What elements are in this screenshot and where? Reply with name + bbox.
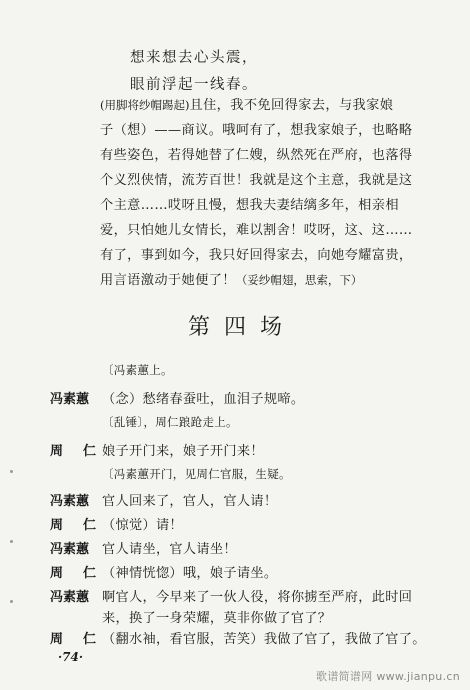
dialogue-line: 官人回来了，官人，官人请！ [102,494,278,509]
watermark: 歌谱简谱网 www.jianpu.cn [316,670,460,683]
dialogue-line-continued: 来，换了一身荣耀，莫非你做了官了？ [102,611,332,626]
dialogue-line: 官人请坐，官人请坐！ [102,542,237,557]
verse-line-2: 眼前浮起一线春。 [130,77,258,93]
stage-direction: 〔乱锤〕，周仁踉跄走上。 [102,415,238,429]
dialogue-row [50,362,440,387]
dialogue-row [50,538,440,563]
dialogue-line: （惊觉）请！ [102,518,183,533]
monologue-line-2: 子（想）——商议。哦呵有了，想我家娘子，也略略 [100,123,413,138]
dialogue-row [50,466,440,491]
dialogue-row [50,490,440,515]
page-number: ·74· [58,650,84,664]
margin-mark [10,600,13,603]
dialogue-row [50,562,440,587]
speaker-name: 周 仁 [50,566,96,581]
speaker-name: 冯素蕙 [50,542,90,557]
dialogue-line: 娘子开门来，娘子开门来！ [102,444,264,459]
speaker-name: 冯素蕙 [50,494,90,509]
stage-direction: 〔冯素蕙上。 [102,363,173,377]
monologue-line-4: 个义烈侠情，流芳百世！我就是这个主意，我就是这 [100,173,413,188]
speaker-name: 周 仁 [50,444,96,459]
scene-title: 第四场 [187,315,296,340]
dialogue-row [50,388,440,413]
dialogue-line: （念）愁绪春蚕吐，血泪子规啼。 [102,392,305,407]
speaker-name: 周 仁 [50,518,96,533]
dialogue-row [50,414,440,439]
dialogue-line: （翻水袖，看官服，苦笑）我做了官了，我做了官了。 [102,632,426,647]
monologue-line-1: (用脚将纱帽踢起)且住，我不免回得家去，与我家娘 [100,98,394,113]
stage-direction: 〔冯素蕙开门，见周仁官服，生疑。 [102,467,291,481]
monologue [100,93,432,293]
monologue-line-8: 用言语激动于她便了！（妥纱帽翅，思索，下） [100,273,363,288]
stage-direction: (用脚将纱帽踢起) [100,98,190,112]
monologue-line-5: 个主意……哎呀且慢，想我夫妻结缡多年，相亲相 [100,198,399,213]
margin-mark [10,540,13,543]
dialogue-row [50,440,440,465]
speaker-name: 冯素蕙 [50,590,90,605]
speaker-name: 周 仁 [50,632,96,647]
monologue-line-3: 有些姿色，若得她替了仁嫂，纵然死在严府，也落得 [100,148,413,163]
verse-line-1: 想来想去心头震， [130,50,258,66]
margin-mark [10,470,13,473]
monologue-line-7: 有了，事到如今，我只好回得家去，向她夸耀富贵， [100,248,413,263]
dialogue-line: 啊官人，今早来了一伙人役，将你掳至严府，此时回 [102,590,413,605]
stage-direction: （妥纱帽翅，思索，下） [235,273,363,287]
dialogue-line: （神情恍惚）哦，娘子请坐。 [102,566,278,581]
speaker-name: 冯素蕙 [50,392,90,407]
monologue-line-6: 爱，只怕她儿女情长，难以割舍！哎呀，这、这…… [100,223,413,238]
dialogue-row [50,628,440,653]
dialogue-row [50,514,440,539]
